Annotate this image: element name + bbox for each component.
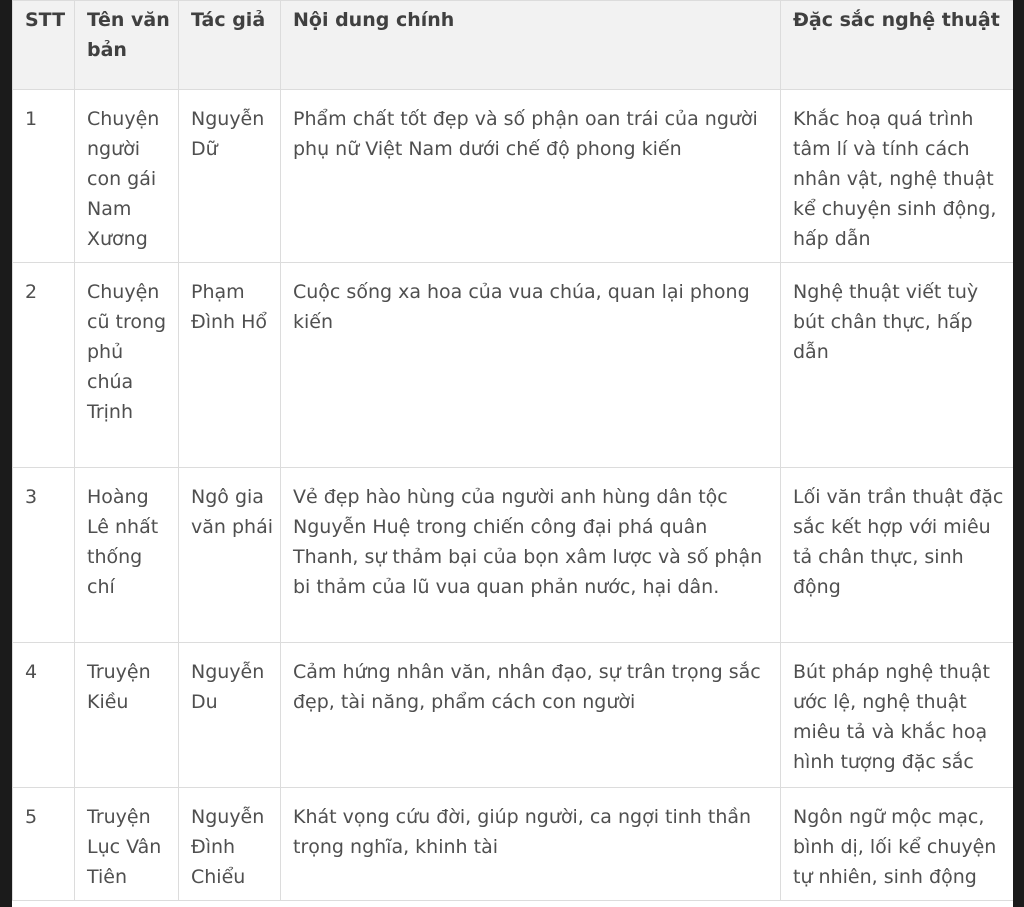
cell-stt: 4 bbox=[13, 643, 75, 788]
cell-nghe-thuat: Bút pháp nghệ thuật ước lệ, nghệ thuật miêu tả và khắc hoạ hình tượng đặc sắc bbox=[781, 643, 1014, 788]
cell-noi-dung: Phẩm chất tốt đẹp và số phận oan trái của người phụ nữ Việt Nam dưới chế độ phong kiến bbox=[281, 90, 781, 263]
cell-stt: 2 bbox=[13, 263, 75, 468]
cell-nghe-thuat: Lối văn trần thuật đặc sắc kết hợp với miêu tả chân thực, sinh động bbox=[781, 468, 1014, 643]
cell-nghe-thuat: Ngôn ngữ mộc mạc, bình dị, lối kể chuyện tự nhiên, sinh động bbox=[781, 788, 1014, 901]
table-row bbox=[13, 263, 1014, 468]
cell-ten-van-ban: Chuyện cũ trong phủ chúa Trịnh bbox=[75, 263, 179, 468]
cell-stt: 5 bbox=[13, 788, 75, 901]
header-ten-van-ban: Tên văn bản bbox=[75, 1, 179, 90]
cell-ten-van-ban: Truyện Lục Vân Tiên bbox=[75, 788, 179, 901]
table-row bbox=[13, 643, 1014, 788]
cell-ten-van-ban: Truyện Kiều bbox=[75, 643, 179, 788]
literature-summary-table bbox=[12, 0, 1013, 901]
header-tac-gia: Tác giả bbox=[179, 1, 281, 90]
cell-tac-gia: Nguyễn Du bbox=[179, 643, 281, 788]
cell-ten-van-ban: Hoàng Lê nhất thống chí bbox=[75, 468, 179, 643]
cell-stt: 1 bbox=[13, 90, 75, 263]
cell-tac-gia: Phạm Đình Hổ bbox=[179, 263, 281, 468]
cell-noi-dung: Vẻ đẹp hào hùng của người anh hùng dân tộc Nguyễn Huệ trong chiến công đại phá quân Thanh, sự thảm bại của bọn xâm lược và số phận bi thảm của lũ vua quan phản nước, hại dân. bbox=[281, 468, 781, 643]
header-dac-sac-nghe-thuat: Đặc sắc nghệ thuật bbox=[781, 1, 1014, 90]
header-noi-dung-chinh: Nội dung chính bbox=[281, 1, 781, 90]
table-header-row bbox=[13, 1, 1014, 90]
cell-ten-van-ban: Chuyện người con gái Nam Xương bbox=[75, 90, 179, 263]
cell-noi-dung: Cuộc sống xa hoa của vua chúa, quan lại phong kiến bbox=[281, 263, 781, 468]
cell-noi-dung: Khát vọng cứu đời, giúp người, ca ngợi tinh thần trọng nghĩa, khinh tài bbox=[281, 788, 781, 901]
cell-nghe-thuat: Khắc hoạ quá trình tâm lí và tính cách nhân vật, nghệ thuật kể chuyện sinh động, hấp dẫn bbox=[781, 90, 1014, 263]
cell-tac-gia: Nguyễn Đình Chiểu bbox=[179, 788, 281, 901]
document-frame bbox=[12, 0, 1013, 907]
table-row bbox=[13, 468, 1014, 643]
table-row bbox=[13, 90, 1014, 263]
cell-nghe-thuat: Nghệ thuật viết tuỳ bút chân thực, hấp dẫn bbox=[781, 263, 1014, 468]
header-stt: STT bbox=[13, 1, 75, 90]
table-row bbox=[13, 788, 1014, 901]
cell-tac-gia: Ngô gia văn phái bbox=[179, 468, 281, 643]
cell-tac-gia: Nguyễn Dữ bbox=[179, 90, 281, 263]
cell-stt: 3 bbox=[13, 468, 75, 643]
cell-noi-dung: Cảm hứng nhân văn, nhân đạo, sự trân trọng sắc đẹp, tài năng, phẩm cách con người bbox=[281, 643, 781, 788]
